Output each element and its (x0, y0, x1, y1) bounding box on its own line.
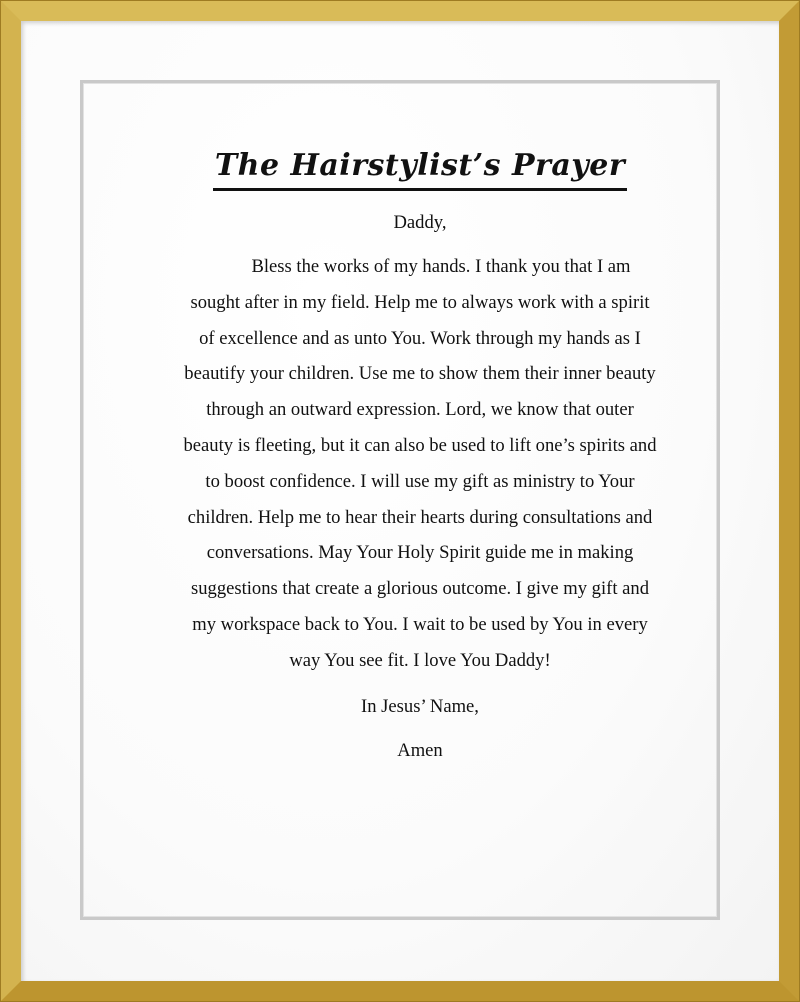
prayer-document (183, 145, 657, 763)
prayer-title: The Hairstylist’s Prayer (213, 145, 627, 191)
amen-signoff: Amen (397, 739, 443, 761)
salutation: Daddy, (393, 212, 447, 233)
closing-line: In Jesus’ Name, (361, 695, 479, 717)
prayer-body-text: Bless the works of my hands. I thank you that I am sought after in my field. Help me to always work with a spirit of excellence and as unto You. Work through my hands as I beautify your children. Use me to show them their inner beauty through an outward expression. Lord, we know that outer beauty is fleeting, but it can also be used to lift one’s spirits and to boost confidence. I will use my gift as ministry to Your children. Help me to hear their hearts during consultations and conversations. May Your Holy Spirit guide me in making suggestions that create a glorious outcome. I give my gift and my workspace back to You. I wait to be used by You in every way You see fit. I love You Daddy! (183, 256, 657, 671)
prayer-body-paragraph (183, 249, 657, 679)
